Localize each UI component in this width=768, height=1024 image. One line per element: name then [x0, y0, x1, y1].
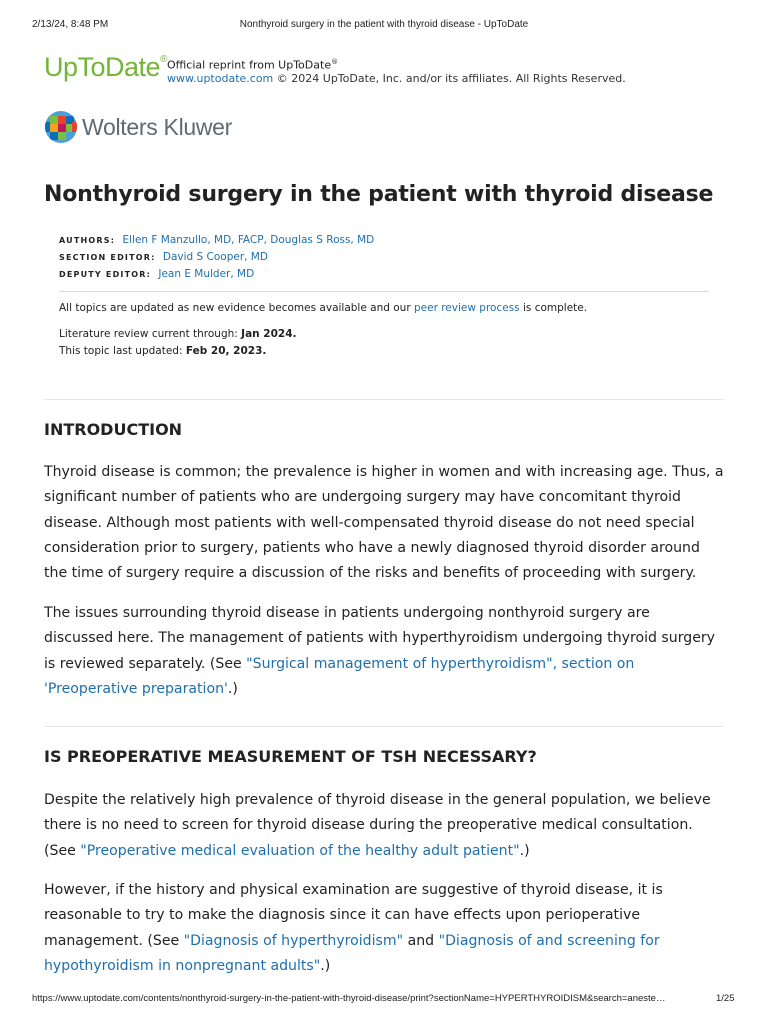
meta-divider	[59, 291, 709, 292]
update-note-end: is complete.	[522, 302, 588, 314]
print-footer	[0, 993, 768, 1009]
text-line	[44, 677, 734, 702]
reprint-text: Official reprint from UpToDate	[167, 58, 332, 72]
section-editor-label: SECTION EDITOR:	[59, 253, 156, 262]
deputy-editor-link[interactable]: Jean E Mulder, MD	[158, 268, 255, 280]
authors-row	[59, 232, 709, 249]
print-page-title: Nonthyroid surgery in the patient with thyroid disease - UpToDate	[239, 19, 529, 30]
section-heading-introduction: INTRODUCTION	[44, 420, 183, 439]
tsh-paragraph-1	[44, 788, 734, 864]
lit-review-date: Jan 2024.	[241, 328, 297, 340]
lit-review-line	[59, 326, 709, 343]
section-heading-tsh: IS PREOPERATIVE MEASUREMENT OF TSH NECESSARY?	[44, 747, 537, 766]
text-line	[44, 954, 734, 979]
text-fragment: is reviewed separately. (See	[44, 655, 247, 672]
last-updated-label: This topic last updated:	[59, 345, 183, 357]
intro-paragraph-1	[44, 460, 734, 586]
text-line: discussed here. The management of patients with hyperthyroidism undergoing thyroid surgery	[44, 630, 716, 647]
page-number: 1/25	[716, 993, 735, 1004]
peer-review-link[interactable]: peer review process	[413, 302, 520, 314]
text-fragment: and	[403, 932, 439, 949]
update-note	[59, 300, 709, 317]
text-line: disease. Although most patients with well-compensated thyroid disease do not need special	[44, 514, 695, 531]
text-line: consideration prior to surgery, patients who have a newly diagnosed thyroid disorder around	[44, 539, 700, 556]
uptodate-logo[interactable]	[44, 52, 167, 83]
reprint-registered-mark: ®	[331, 58, 339, 66]
text-fragment: management. (See	[44, 932, 184, 949]
authors-label: AUTHORS:	[59, 236, 116, 245]
print-url: https://www.uptodate.com/contents/nonthyroid-surgery-in-the-patient-with-thyroid-disease/print?sectionName=HYPERTHYROIDISM&search=aneste…	[32, 993, 666, 1004]
text-line: there is no need to screen for thyroid disease during the preoperative medical consultation.	[44, 817, 693, 834]
update-note-text: All topics are updated as new evidence becomes available and our	[59, 302, 411, 314]
section-editor-row	[59, 249, 709, 266]
rights-text: © 2024 UpToDate, Inc. and/or its affiliates. All Rights Reserved.	[276, 72, 626, 85]
article-meta	[59, 232, 709, 360]
lit-review-label: Literature review current through:	[59, 328, 238, 340]
text-line	[44, 839, 734, 864]
text-line: Despite the relatively high prevalence of thyroid disease in the general population, we believe	[44, 792, 711, 808]
deputy-editor-label: DEPUTY EDITOR:	[59, 270, 151, 279]
text-line: reasonable to try to make the diagnosis since it can have effects upon perioperative	[44, 907, 640, 924]
last-updated-line	[59, 343, 709, 360]
logo-text: UpToDate	[44, 52, 161, 82]
uptodate-site-link[interactable]: www.uptodate.com	[167, 72, 274, 85]
text-line: Thyroid disease is common; the prevalence is higher in women and with increasing age. Thus, a	[44, 464, 724, 480]
rights-line	[167, 70, 626, 88]
text-line: the time of surgery require a discussion of the risks and benefits of proceeding with surgery.	[44, 565, 697, 582]
wolters-kluwer-logo	[44, 110, 264, 144]
diagnosis-hypothyroidism-link[interactable]: "Diagnosis of and screening for	[438, 932, 660, 949]
diagnosis-hypothyroidism-link-cont[interactable]: hypothyroidism in nonpregnant adults"	[44, 957, 321, 974]
text-fragment: .)	[519, 842, 530, 859]
text-line: The issues surrounding thyroid disease in patients undergoing nonthyroid surgery are	[44, 605, 650, 621]
intro-paragraph-2	[44, 601, 734, 702]
text-line	[44, 652, 734, 677]
last-updated-date: Feb 20, 2023.	[185, 345, 267, 357]
section-divider	[44, 726, 724, 727]
tsh-paragraph-2	[44, 878, 734, 979]
text-fragment: (See	[44, 842, 81, 859]
brand-header	[44, 50, 734, 90]
text-line: However, if the history and physical examination are suggestive of thyroid disease, it is	[44, 882, 663, 898]
text-fragment: .)	[227, 680, 238, 697]
section-editor-link[interactable]: David S Cooper, MD	[162, 251, 268, 263]
print-header	[0, 0, 768, 28]
section-divider	[44, 399, 724, 400]
publisher-name: Wolters Kluwer	[82, 114, 233, 140]
print-datetime: 2/13/24, 8:48 PM	[32, 19, 109, 30]
preoperative-evaluation-link[interactable]: "Preoperative medical evaluation of the healthy adult patient"	[80, 842, 520, 859]
logo-registered-mark: ®	[160, 54, 167, 65]
text-fragment: .)	[320, 957, 331, 974]
surgical-management-link[interactable]: "Surgical management of hyperthyroidism", section on	[246, 655, 635, 672]
preoperative-preparation-link[interactable]: 'Preoperative preparation'	[44, 680, 228, 697]
wolters-kluwer-mark-icon	[44, 110, 78, 144]
text-line: significant number of patients who are undergoing surgery may have concomitant thyroid	[44, 489, 681, 506]
deputy-editor-row	[59, 266, 709, 283]
article-title: Nonthyroid surgery in the patient with thyroid disease	[44, 182, 714, 207]
authors-link[interactable]: Ellen F Manzullo, MD, FACP, Douglas S Ross, MD	[122, 234, 375, 246]
text-line	[44, 929, 734, 954]
diagnosis-hyperthyroidism-link[interactable]: "Diagnosis of hyperthyroidism"	[183, 932, 404, 949]
